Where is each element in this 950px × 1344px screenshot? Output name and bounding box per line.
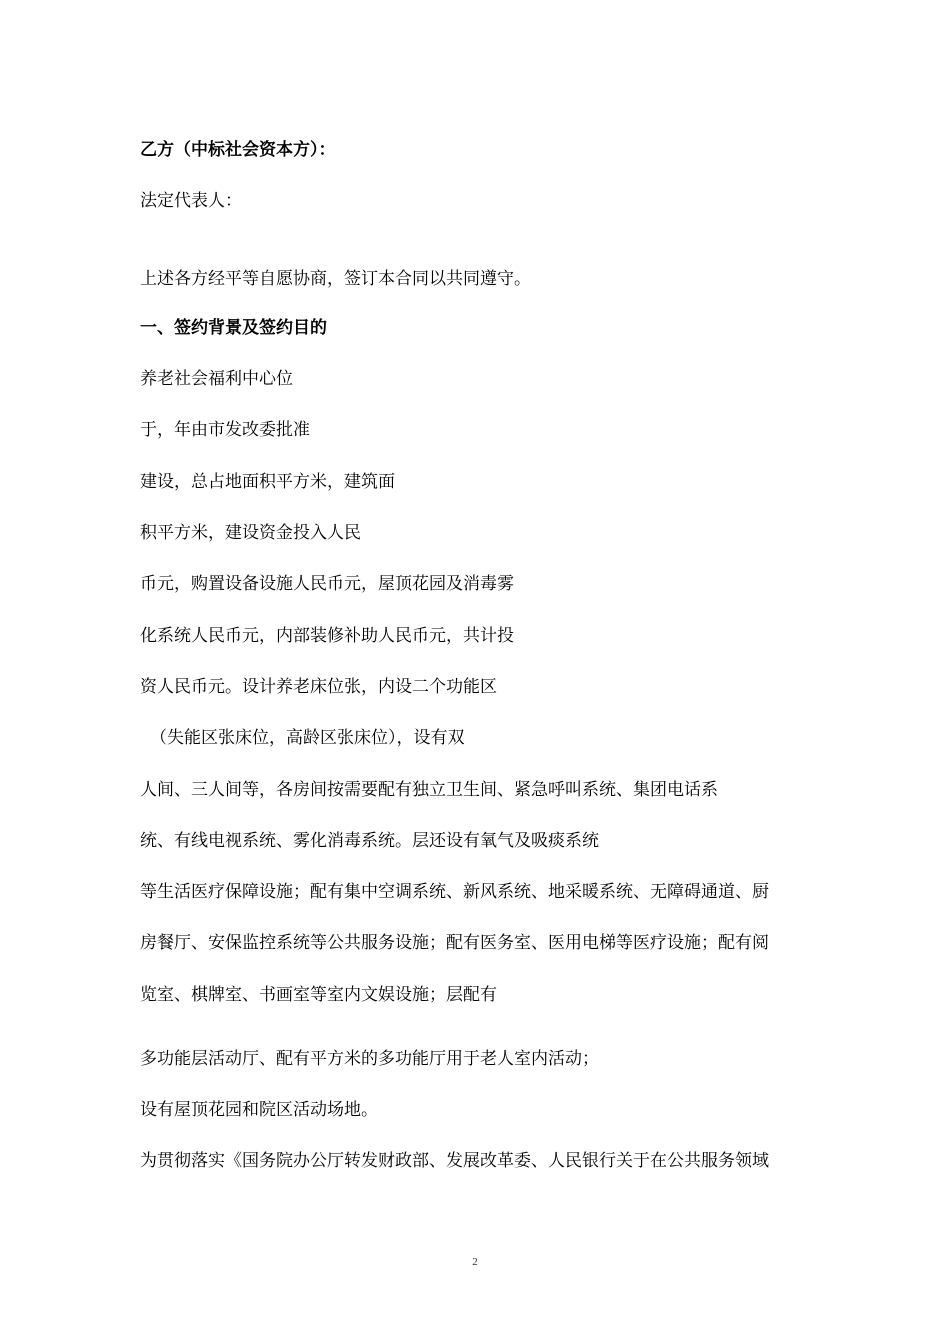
- body-text-line: 等生活医疗保障设施；配有集中空调系统、新风系统、地采暖系统、无障碍通道、厨: [140, 882, 769, 902]
- body-text-line: 币元，购置设备设施人民币元，屋顶花园及消毒雾: [140, 574, 514, 594]
- body-text-line: 为贯彻落实《国务院办公厅转发财政部、发展改革委、人民银行关于在公共服务领域: [140, 1151, 769, 1171]
- body-text-line: 览室、棋牌室、书画室等室内文娱设施；层配有: [140, 985, 497, 1005]
- body-text-line: 多功能层活动厅、配有平方米的多功能厅用于老人室内活动；: [140, 1049, 599, 1069]
- section-1-heading: 一、签约背景及签约目的: [140, 318, 327, 338]
- body-text-line: 建设，总占地面积平方米，建筑面: [140, 472, 395, 492]
- body-text-line: （失能区张床位，高龄区张床位），设有双: [150, 728, 465, 748]
- body-text-line: 养老社会福利中心位: [140, 369, 293, 389]
- body-text-line: 设有屋顶花园和院区活动场地。: [140, 1100, 378, 1120]
- legal-representative-line: 法定代表人：: [140, 191, 242, 211]
- page-number: 2: [472, 1256, 478, 1268]
- body-text-line: 人间、三人间等，各房间按需要配有独立卫生间、紧急呼叫系统、集团电话系: [140, 780, 718, 800]
- body-text-line: 于，年由市发改委批准: [140, 420, 310, 440]
- body-text-line: 资人民币元。设计养老床位张，内设二个功能区: [140, 677, 497, 697]
- body-text-line: 化系统人民币元，内部装修补助人民币元，共计投: [140, 626, 514, 646]
- body-text-line: 统、有线电视系统、雾化消毒系统。层还设有氧气及吸痰系统: [140, 831, 599, 851]
- agreement-intro-paragraph: 上述各方经平等自愿协商，签订本合同以共同遵守。: [140, 269, 531, 289]
- body-text-line: 房餐厅、安保监控系统等公共服务设施；配有医务室、医用电梯等医疗设施；配有阅: [140, 933, 769, 953]
- party-b-heading: 乙方（中标社会资本方）：: [140, 140, 336, 160]
- body-text-line: 积平方米，建设资金投入人民: [140, 523, 361, 543]
